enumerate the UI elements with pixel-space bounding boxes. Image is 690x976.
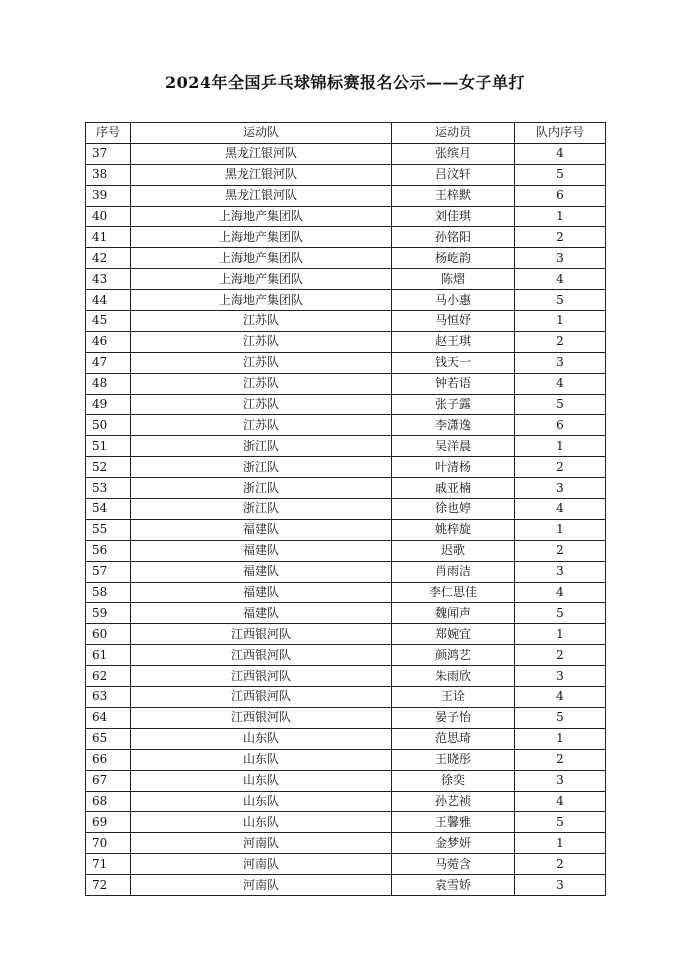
header-serial-no: 序号	[86, 123, 131, 144]
cell-serial-no: 61	[86, 645, 131, 666]
cell-athlete: 钱天一	[392, 352, 515, 373]
table-row	[86, 519, 606, 540]
page-title: 2024年全国乒乓球锦标赛报名公示——女子单打	[164, 73, 526, 92]
table-row	[86, 436, 606, 457]
cell-team: 江苏队	[131, 415, 392, 436]
cell-team: 河南队	[131, 875, 392, 896]
table-row	[86, 290, 606, 311]
cell-team-order: 2	[515, 749, 606, 770]
cell-team-order: 4	[515, 269, 606, 290]
table-row	[86, 791, 606, 812]
table-row	[86, 603, 606, 624]
cell-team-order: 2	[515, 854, 606, 875]
cell-team-order: 1	[515, 833, 606, 854]
cell-team: 江西银河队	[131, 645, 392, 666]
cell-team-order: 5	[515, 707, 606, 728]
table-row	[86, 269, 606, 290]
cell-serial-no: 66	[86, 749, 131, 770]
cell-athlete: 晏子怡	[392, 707, 515, 728]
cell-serial-no: 62	[86, 666, 131, 687]
cell-athlete: 吴洋晨	[392, 436, 515, 457]
table-row	[86, 770, 606, 791]
cell-team: 江西银河队	[131, 624, 392, 645]
cell-athlete: 姚梓旋	[392, 519, 515, 540]
cell-serial-no: 68	[86, 791, 131, 812]
cell-athlete: 郑婉宜	[392, 624, 515, 645]
cell-athlete: 迟歌	[392, 540, 515, 561]
table-row	[86, 833, 606, 854]
cell-athlete: 张子露	[392, 394, 515, 415]
cell-serial-no: 55	[86, 519, 131, 540]
cell-athlete: 王梓默	[392, 185, 515, 206]
cell-team-order: 1	[515, 311, 606, 332]
cell-athlete: 陈熠	[392, 269, 515, 290]
cell-serial-no: 70	[86, 833, 131, 854]
cell-team: 山东队	[131, 728, 392, 749]
cell-athlete: 马小惠	[392, 290, 515, 311]
cell-team-order: 5	[515, 290, 606, 311]
cell-team-order: 4	[515, 582, 606, 603]
cell-team-order: 3	[515, 248, 606, 269]
table-body	[86, 143, 606, 895]
cell-team-order: 4	[515, 499, 606, 520]
table-row	[86, 478, 606, 499]
cell-athlete: 魏闻声	[392, 603, 515, 624]
cell-serial-no: 39	[86, 185, 131, 206]
cell-team-order: 3	[515, 478, 606, 499]
header-team: 运动队	[131, 123, 392, 144]
cell-athlete: 孙艺祯	[392, 791, 515, 812]
cell-athlete: 赵王琪	[392, 331, 515, 352]
cell-serial-no: 45	[86, 311, 131, 332]
cell-team: 江苏队	[131, 352, 392, 373]
cell-serial-no: 53	[86, 478, 131, 499]
cell-serial-no: 44	[86, 290, 131, 311]
cell-team-order: 5	[515, 164, 606, 185]
cell-team-order: 1	[515, 624, 606, 645]
cell-serial-no: 65	[86, 728, 131, 749]
cell-team-order: 2	[515, 457, 606, 478]
cell-athlete: 钟若语	[392, 373, 515, 394]
table-row	[86, 394, 606, 415]
table-row	[86, 206, 606, 227]
cell-athlete: 徐也婷	[392, 499, 515, 520]
cell-team-order: 2	[515, 331, 606, 352]
cell-team: 河南队	[131, 833, 392, 854]
cell-team: 黑龙江银河队	[131, 185, 392, 206]
cell-athlete: 刘佳琪	[392, 206, 515, 227]
cell-team: 山东队	[131, 749, 392, 770]
cell-serial-no: 47	[86, 352, 131, 373]
cell-serial-no: 71	[86, 854, 131, 875]
cell-team: 黑龙江银河队	[131, 164, 392, 185]
cell-athlete: 颜鸿艺	[392, 645, 515, 666]
cell-team: 河南队	[131, 854, 392, 875]
table-row	[86, 645, 606, 666]
cell-team-order: 6	[515, 185, 606, 206]
cell-athlete: 吕汶轩	[392, 164, 515, 185]
table-row	[86, 373, 606, 394]
table-row	[86, 540, 606, 561]
cell-serial-no: 58	[86, 582, 131, 603]
table-row	[86, 164, 606, 185]
cell-serial-no: 49	[86, 394, 131, 415]
cell-serial-no: 60	[86, 624, 131, 645]
cell-athlete: 范思琦	[392, 728, 515, 749]
cell-team: 黑龙江银河队	[131, 143, 392, 164]
cell-athlete: 马菀含	[392, 854, 515, 875]
cell-serial-no: 42	[86, 248, 131, 269]
table-row	[86, 812, 606, 833]
cell-athlete: 王馨雅	[392, 812, 515, 833]
cell-athlete: 李潇逸	[392, 415, 515, 436]
cell-team-order: 4	[515, 143, 606, 164]
cell-team-order: 1	[515, 206, 606, 227]
table-row	[86, 707, 606, 728]
table-row	[86, 499, 606, 520]
cell-team: 福建队	[131, 603, 392, 624]
cell-team-order: 5	[515, 603, 606, 624]
cell-team: 江西银河队	[131, 666, 392, 687]
cell-serial-no: 64	[86, 707, 131, 728]
table-row	[86, 185, 606, 206]
header-team-order: 队内序号	[515, 123, 606, 144]
cell-team-order: 6	[515, 415, 606, 436]
table-row	[86, 561, 606, 582]
table-row	[86, 624, 606, 645]
cell-serial-no: 38	[86, 164, 131, 185]
cell-serial-no: 54	[86, 499, 131, 520]
table-row	[86, 143, 606, 164]
cell-team: 山东队	[131, 791, 392, 812]
table-row	[86, 728, 606, 749]
cell-team-order: 2	[515, 540, 606, 561]
cell-team: 浙江队	[131, 457, 392, 478]
cell-team: 上海地产集团队	[131, 269, 392, 290]
cell-athlete: 叶清杨	[392, 457, 515, 478]
cell-athlete: 朱雨欣	[392, 666, 515, 687]
cell-serial-no: 48	[86, 373, 131, 394]
cell-athlete: 袁雪娇	[392, 875, 515, 896]
cell-serial-no: 69	[86, 812, 131, 833]
cell-serial-no: 43	[86, 269, 131, 290]
cell-serial-no: 57	[86, 561, 131, 582]
cell-serial-no: 56	[86, 540, 131, 561]
cell-team-order: 2	[515, 227, 606, 248]
table-row	[86, 749, 606, 770]
table-row	[86, 331, 606, 352]
cell-athlete: 肖雨洁	[392, 561, 515, 582]
cell-athlete: 王晓彤	[392, 749, 515, 770]
cell-athlete: 马恒妤	[392, 311, 515, 332]
cell-team-order: 4	[515, 687, 606, 708]
cell-team: 浙江队	[131, 478, 392, 499]
cell-serial-no: 50	[86, 415, 131, 436]
cell-athlete: 孙铭阳	[392, 227, 515, 248]
cell-team: 福建队	[131, 540, 392, 561]
table-row	[86, 352, 606, 373]
header-athlete: 运动员	[392, 123, 515, 144]
cell-team: 江西银河队	[131, 707, 392, 728]
cell-serial-no: 72	[86, 875, 131, 896]
table-row	[86, 415, 606, 436]
cell-team: 江苏队	[131, 394, 392, 415]
cell-team-order: 3	[515, 561, 606, 582]
cell-athlete: 金梦妍	[392, 833, 515, 854]
table-row	[86, 311, 606, 332]
cell-team: 山东队	[131, 812, 392, 833]
cell-team: 上海地产集团队	[131, 290, 392, 311]
cell-team-order: 4	[515, 373, 606, 394]
cell-team-order: 1	[515, 728, 606, 749]
cell-team: 浙江队	[131, 436, 392, 457]
cell-team: 福建队	[131, 561, 392, 582]
cell-team-order: 3	[515, 770, 606, 791]
cell-serial-no: 63	[86, 687, 131, 708]
cell-team: 江苏队	[131, 311, 392, 332]
table-row	[86, 248, 606, 269]
cell-serial-no: 67	[86, 770, 131, 791]
table-row	[86, 582, 606, 603]
cell-team-order: 2	[515, 645, 606, 666]
cell-team-order: 5	[515, 394, 606, 415]
table-row	[86, 854, 606, 875]
cell-athlete: 杨屹韵	[392, 248, 515, 269]
cell-team-order: 5	[515, 812, 606, 833]
cell-team: 福建队	[131, 582, 392, 603]
table-header-row	[86, 123, 606, 144]
table-row	[86, 666, 606, 687]
table-row	[86, 875, 606, 896]
table-row	[86, 227, 606, 248]
cell-serial-no: 46	[86, 331, 131, 352]
cell-team-order: 3	[515, 352, 606, 373]
table-row	[86, 457, 606, 478]
cell-team-order: 3	[515, 875, 606, 896]
cell-serial-no: 59	[86, 603, 131, 624]
cell-team: 江西银河队	[131, 687, 392, 708]
cell-team: 浙江队	[131, 499, 392, 520]
registration-table	[85, 122, 606, 896]
cell-team: 山东队	[131, 770, 392, 791]
cell-athlete: 王诠	[392, 687, 515, 708]
cell-serial-no: 51	[86, 436, 131, 457]
cell-athlete: 张缤月	[392, 143, 515, 164]
cell-team-order: 1	[515, 519, 606, 540]
cell-team: 上海地产集团队	[131, 206, 392, 227]
cell-team: 上海地产集团队	[131, 248, 392, 269]
cell-team: 江苏队	[131, 331, 392, 352]
cell-team-order: 3	[515, 666, 606, 687]
cell-team-order: 4	[515, 791, 606, 812]
cell-serial-no: 41	[86, 227, 131, 248]
cell-team-order: 1	[515, 436, 606, 457]
cell-athlete: 李仁思佳	[392, 582, 515, 603]
cell-athlete: 戚亚楠	[392, 478, 515, 499]
cell-team: 福建队	[131, 519, 392, 540]
cell-serial-no: 52	[86, 457, 131, 478]
cell-athlete: 徐奕	[392, 770, 515, 791]
cell-team: 上海地产集团队	[131, 227, 392, 248]
table-row	[86, 687, 606, 708]
cell-serial-no: 40	[86, 206, 131, 227]
cell-team: 江苏队	[131, 373, 392, 394]
cell-serial-no: 37	[86, 143, 131, 164]
